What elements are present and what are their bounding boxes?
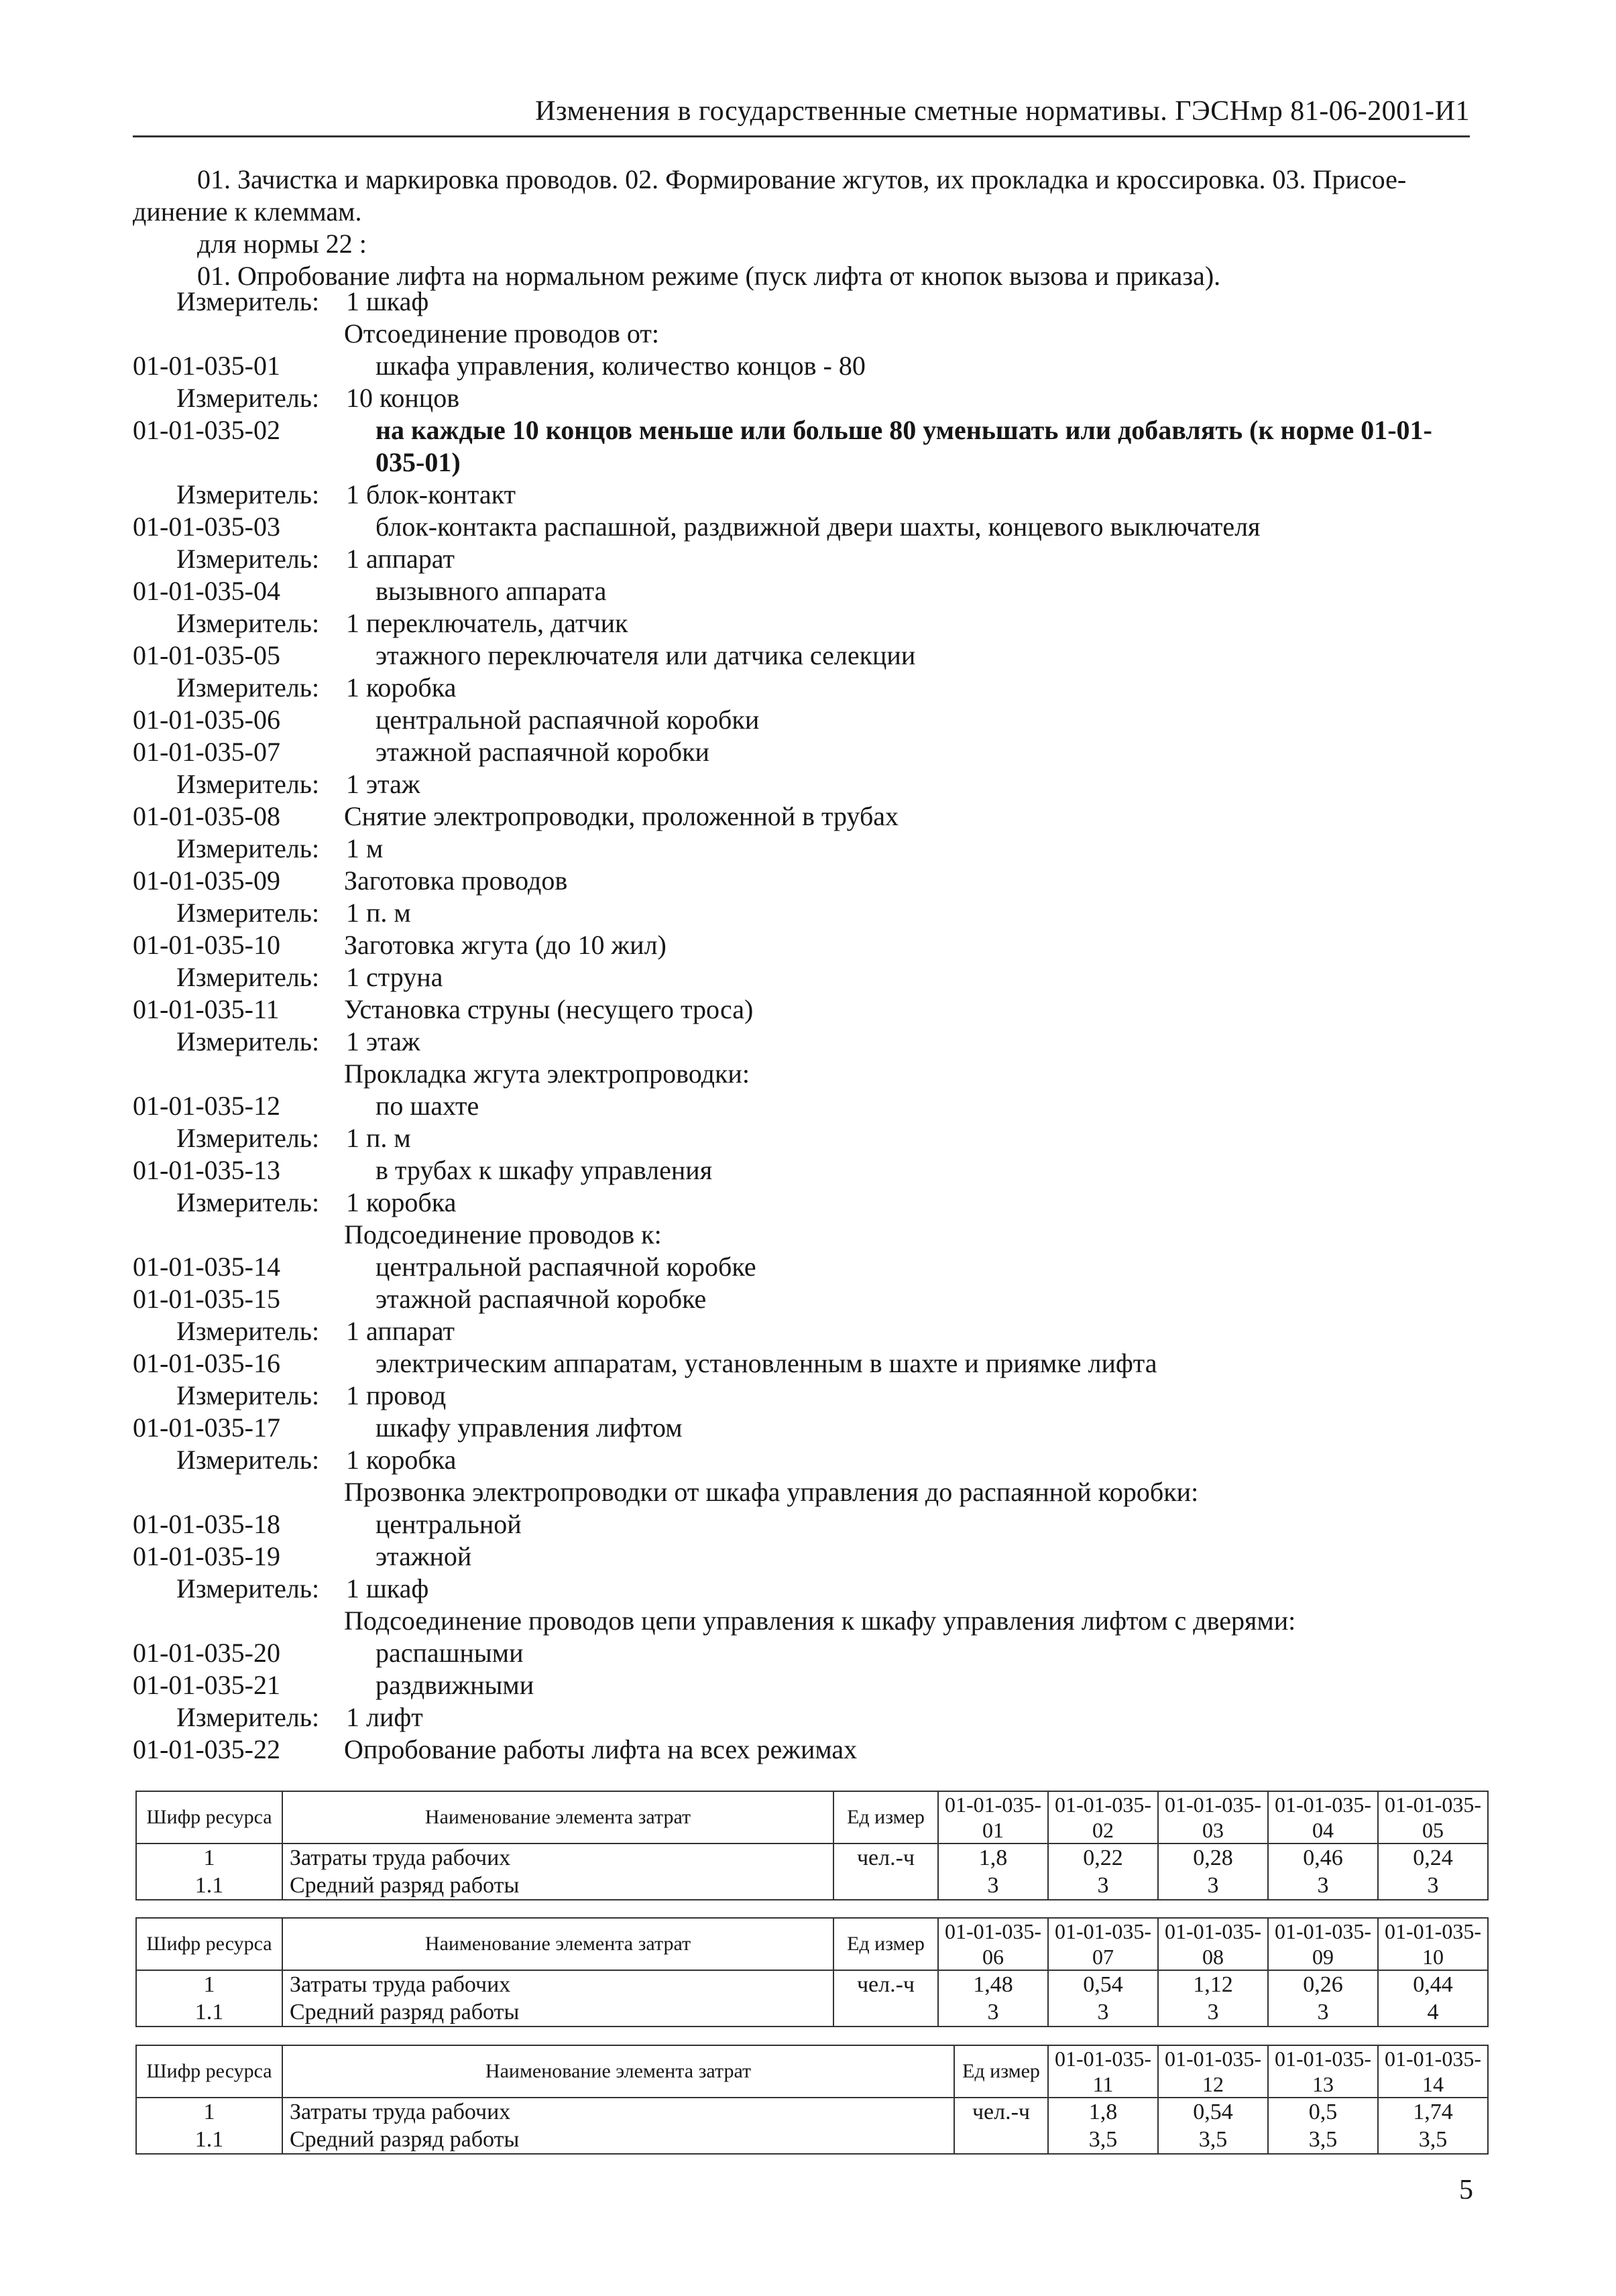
header-norm-code: 01-01-035-10: [1378, 1918, 1488, 1970]
measure-label: Измеритель:: [176, 286, 320, 316]
norm-row: [133, 929, 1474, 961]
measure-value: 1 м: [346, 833, 384, 863]
cost-element: Затраты труда рабочих: [282, 2098, 954, 2126]
table-header-row: [136, 1791, 1488, 1844]
norm-description: шкафу управления лифтом: [376, 1412, 683, 1443]
norm-code: 01-01-035-12: [133, 1091, 280, 1121]
norm-description: Установка струны (несущего троса): [344, 994, 754, 1024]
norm-row: [133, 640, 1474, 672]
table-row: [136, 1872, 1488, 1900]
measure-row: [133, 961, 1474, 993]
measure-label: Измеритель:: [176, 608, 320, 638]
header-norm-code: 01-01-035-07: [1048, 1918, 1158, 1970]
norm-code: 01-01-035-11: [133, 994, 280, 1024]
intro-line-2: для нормы 22 :: [197, 229, 367, 259]
resource-table: [135, 1917, 1489, 2027]
measure-value: 1 этаж: [346, 1026, 420, 1056]
value-cell: 3: [1158, 1998, 1268, 2027]
header-cost-element: Наименование элемента затрат: [282, 2045, 954, 2098]
value-cell: 4: [1378, 1998, 1488, 2027]
header-norm-code: 01-01-035-03: [1158, 1791, 1268, 1844]
page-header: [133, 91, 1470, 137]
norm-code: 01-01-035-17: [133, 1412, 280, 1443]
measure-label: Измеритель:: [176, 1187, 320, 1217]
cost-element: Средний разряд работы: [282, 1872, 833, 1900]
measure-value: 1 шкаф: [346, 1573, 429, 1604]
measure-row: [133, 1380, 1474, 1412]
measure-label: Измеритель:: [176, 769, 320, 799]
value-cell: 1,74: [1378, 2098, 1488, 2126]
cost-element: Средний разряд работы: [282, 2126, 954, 2154]
table-header-row: [136, 1918, 1488, 1970]
value-cell: 0,54: [1048, 1970, 1158, 1998]
norm-description: в трубах к шкафу управления: [376, 1155, 713, 1185]
norm-row: [133, 1154, 1474, 1187]
value-cell: 1,8: [1048, 2098, 1158, 2126]
norm-row: [133, 865, 1474, 897]
value-cell: 1,12: [1158, 1970, 1268, 1998]
norm-description: раздвижными: [376, 1670, 534, 1700]
cost-element: Затраты труда рабочих: [282, 1844, 833, 1872]
measure-row: [133, 286, 1474, 318]
header-norm-code: 01-01-035-06: [938, 1918, 1048, 1970]
group-heading-row: [133, 1058, 1474, 1090]
header-norm-code: 01-01-035-14: [1378, 2045, 1488, 2098]
norm-row: [133, 1251, 1474, 1283]
measure-row: [133, 672, 1474, 704]
norm-row: [133, 1669, 1474, 1701]
value-cell: 3: [938, 1998, 1048, 2027]
norm-description: по шахте: [376, 1091, 479, 1121]
table-row: [136, 1844, 1488, 1872]
norm-code: 01-01-035-20: [133, 1638, 280, 1668]
norm-row: [133, 1734, 1474, 1766]
group-heading: Прокладка жгута электропроводки:: [344, 1059, 750, 1089]
measure-label: Измеритель:: [176, 833, 320, 863]
header-resource-code: Шифр ресурса: [136, 2045, 282, 2098]
header-unit: Ед измер: [833, 1918, 938, 1970]
measure-label: Измеритель:: [176, 1702, 320, 1732]
measure-value: 1 коробка: [346, 1445, 457, 1475]
value-cell: 0,44: [1378, 1970, 1488, 1998]
norm-code: 01-01-035-19: [133, 1541, 280, 1571]
norm-description: центральной распаячной коробке: [376, 1252, 756, 1282]
norm-description: Заготовка проводов: [344, 865, 568, 896]
measure-value: 10 концов: [346, 383, 460, 413]
measure-value: 1 блок-контакт: [346, 479, 516, 509]
header-norm-code: 01-01-035-05: [1378, 1791, 1488, 1844]
measure-value: 1 лифт: [346, 1702, 423, 1732]
norm-row: [133, 511, 1474, 543]
value-cell: 0,22: [1048, 1844, 1158, 1872]
norm-row: [133, 1508, 1474, 1540]
norm-code: 01-01-035-13: [133, 1155, 280, 1185]
norm-row: [133, 1090, 1474, 1122]
group-heading: Отсоединение проводов от:: [344, 318, 659, 349]
header-resource-code: Шифр ресурса: [136, 1918, 282, 1970]
group-heading: Подсоединение проводов цепи управления к шкафу управления лифтом с дверями:: [344, 1606, 1296, 1636]
norm-row: [133, 800, 1474, 833]
norm-row: [133, 414, 1474, 479]
value-cell: 0,24: [1378, 1844, 1488, 1872]
unit: [833, 1872, 938, 1900]
measure-row: [133, 1315, 1474, 1347]
measure-row: [133, 1122, 1474, 1154]
group-heading-row: [133, 1219, 1474, 1251]
page-number: 5: [1459, 2175, 1473, 2206]
norm-row: [133, 704, 1474, 736]
value-cell: 0,5: [1268, 2098, 1378, 2126]
norm-description: шкафа управления, количество концов - 80: [376, 351, 866, 381]
resource-code: 1.1: [136, 1872, 282, 1900]
norm-row: [133, 1347, 1474, 1380]
norm-code: 01-01-035-22: [133, 1734, 280, 1764]
table-row: [136, 2098, 1488, 2126]
measure-value: 1 п. м: [346, 1123, 411, 1153]
table-row: [136, 2126, 1488, 2154]
measure-label: Измеритель:: [176, 544, 320, 574]
table-header-row: [136, 2045, 1488, 2098]
norm-code: 01-01-035-08: [133, 801, 280, 831]
resource-code: 1: [136, 2098, 282, 2126]
norm-row: [133, 736, 1474, 768]
norm-row: [133, 1412, 1474, 1444]
norm-code: 01-01-035-05: [133, 640, 280, 670]
norm-code: 01-01-035-06: [133, 705, 280, 735]
header-norm-code: 01-01-035-12: [1158, 2045, 1268, 2098]
value-cell: 0,54: [1158, 2098, 1268, 2126]
norm-code: 01-01-035-18: [133, 1509, 280, 1539]
norm-code: 01-01-035-03: [133, 511, 280, 542]
norm-code: 01-01-035-04: [133, 576, 280, 606]
header-cost-element: Наименование элемента затрат: [282, 1918, 833, 1970]
group-heading-row: [133, 318, 1474, 350]
value-cell: 3: [1048, 1872, 1158, 1900]
resource-table: [135, 1791, 1489, 1900]
value-cell: 0,46: [1268, 1844, 1378, 1872]
header-title: Изменения в государственные сметные нормативы. ГЭСНмр 81-06-2001-И1: [535, 96, 1470, 127]
norm-code: 01-01-035-16: [133, 1348, 280, 1378]
intro-text: [133, 164, 1470, 292]
measure-row: [133, 833, 1474, 865]
header-norm-code: 01-01-035-13: [1268, 2045, 1378, 2098]
header-norm-code: 01-01-035-04: [1268, 1791, 1378, 1844]
measure-value: 1 п. м: [346, 898, 411, 928]
header-unit: Ед измер: [833, 1791, 938, 1844]
norm-description: Снятие электропроводки, проложенной в трубах: [344, 801, 899, 831]
group-heading: Прозвонка электропроводки от шкафа управления до распаянной коробки:: [344, 1477, 1199, 1507]
group-heading-row: [133, 1605, 1474, 1637]
measure-row: [133, 382, 1474, 414]
norm-row: [133, 1637, 1474, 1669]
norm-description: электрическим аппаратам, установленным в шахте и приямке лифта: [376, 1348, 1157, 1378]
measure-value: 1 струна: [346, 962, 443, 992]
norm-code: 01-01-035-09: [133, 865, 280, 896]
norm-description: этажного переключателя или датчика селекции: [376, 640, 916, 670]
group-heading-row: [133, 1476, 1474, 1508]
norm-description: Заготовка жгута (до 10 жил): [344, 930, 667, 960]
measure-row: [133, 1187, 1474, 1219]
header-unit: Ед измер: [954, 2045, 1048, 2098]
norm-code: 01-01-035-07: [133, 737, 280, 767]
norm-description: центральной: [376, 1509, 522, 1539]
measure-row: [133, 479, 1474, 511]
measure-row: [133, 1026, 1474, 1058]
measure-label: Измеритель:: [176, 1316, 320, 1346]
unit: чел.-ч: [833, 1970, 938, 1998]
norm-code: 01-01-035-14: [133, 1252, 280, 1282]
value-cell: 1,8: [938, 1844, 1048, 1872]
header-resource-code: Шифр ресурса: [136, 1791, 282, 1844]
resource-table: [135, 2045, 1489, 2155]
measure-row: [133, 897, 1474, 929]
measure-label: Измеритель:: [176, 1380, 320, 1410]
value-cell: 3: [1048, 1998, 1158, 2027]
measure-label: Измеритель:: [176, 898, 320, 928]
value-cell: 1,48: [938, 1970, 1048, 1998]
group-heading: Подсоединение проводов к:: [344, 1219, 662, 1250]
unit: [954, 2126, 1048, 2154]
value-cell: 3: [1378, 1872, 1488, 1900]
measure-value: 1 коробка: [346, 1187, 457, 1217]
table-row: [136, 1998, 1488, 2027]
norm-row: [133, 1283, 1474, 1315]
norm-code: 01-01-035-15: [133, 1284, 280, 1314]
measure-label: Измеритель:: [176, 1573, 320, 1604]
header-norm-code: 01-01-035-01: [938, 1791, 1048, 1844]
norm-code: 01-01-035-21: [133, 1670, 280, 1700]
header-norm-code: 01-01-035-09: [1268, 1918, 1378, 1970]
measure-value: 1 аппарат: [346, 544, 455, 574]
measure-row: [133, 768, 1474, 800]
unit: чел.-ч: [833, 1844, 938, 1872]
measure-label: Измеритель:: [176, 1026, 320, 1056]
unit: чел.-ч: [954, 2098, 1048, 2126]
header-norm-code: 01-01-035-11: [1048, 2045, 1158, 2098]
value-cell: 0,28: [1158, 1844, 1268, 1872]
measure-value: 1 переключатель, датчик: [346, 608, 628, 638]
norm-description: Опробование работы лифта на всех режимах: [344, 1734, 858, 1764]
norm-code: 01-01-035-01: [133, 351, 280, 381]
norm-code: 01-01-035-02: [133, 415, 280, 445]
norm-description: на каждые 10 концов меньше или больше 80 уменьшать или добавлять (к норме 01-01-035-01): [376, 415, 1432, 477]
header-norm-code: 01-01-035-08: [1158, 1918, 1268, 1970]
measure-row: [133, 1573, 1474, 1605]
value-cell: 3: [1268, 1872, 1378, 1900]
norm-description: вызывного аппарата: [376, 576, 607, 606]
norm-row: [133, 1540, 1474, 1573]
resource-code: 1.1: [136, 2126, 282, 2154]
header-cost-element: Наименование элемента затрат: [282, 1791, 833, 1844]
value-cell: 3: [1158, 1872, 1268, 1900]
value-cell: 0,26: [1268, 1970, 1378, 1998]
value-cell: 3,5: [1158, 2126, 1268, 2154]
cost-element: Средний разряд работы: [282, 1998, 833, 2027]
measure-value: 1 этаж: [346, 769, 420, 799]
value-cell: 3,5: [1048, 2126, 1158, 2154]
table-row: [136, 1970, 1488, 1998]
measure-label: Измеритель:: [176, 1445, 320, 1475]
measure-label: Измеритель:: [176, 672, 320, 703]
resource-code: 1.1: [136, 1998, 282, 2027]
measure-label: Измеритель:: [176, 383, 320, 413]
norm-row: [133, 575, 1474, 607]
norms-list: [133, 286, 1474, 1766]
measure-label: Измеритель:: [176, 1123, 320, 1153]
norm-row: [133, 350, 1474, 382]
norm-description: блок-контакта распашной, раздвижной двери шахты, концевого выключателя: [376, 511, 1261, 542]
norm-description: центральной распаячной коробки: [376, 705, 760, 735]
measure-row: [133, 1444, 1474, 1476]
unit: [833, 1998, 938, 2027]
intro-line-1: 01. Зачистка и маркировка проводов. 02. Формирование жгутов, их прокладка и кроссировка. 03. Присоединение к клеммам.: [133, 164, 1407, 227]
intro-line-3: 01. Опробование лифта на нормальном режиме (пуск лифта от кнопок вызова и приказа).: [197, 261, 1221, 291]
norm-row: [133, 993, 1474, 1026]
norm-description: распашными: [376, 1638, 524, 1668]
header-norm-code: 01-01-035-02: [1048, 1791, 1158, 1844]
measure-value: 1 коробка: [346, 672, 457, 703]
cost-element: Затраты труда рабочих: [282, 1970, 833, 1998]
norm-code: 01-01-035-10: [133, 930, 280, 960]
norm-description: этажной: [376, 1541, 472, 1571]
value-cell: 3: [938, 1872, 1048, 1900]
measure-row: [133, 1701, 1474, 1734]
measure-value: 1 провод: [346, 1380, 447, 1410]
measure-label: Измеритель:: [176, 479, 320, 509]
value-cell: 3: [1268, 1998, 1378, 2027]
measure-value: 1 шкаф: [346, 286, 429, 316]
resource-code: 1: [136, 1970, 282, 1998]
measure-row: [133, 607, 1474, 640]
norm-description: этажной распаячной коробке: [376, 1284, 707, 1314]
value-cell: 3,5: [1268, 2126, 1378, 2154]
measure-label: Измеритель:: [176, 962, 320, 992]
norm-description: этажной распаячной коробки: [376, 737, 709, 767]
value-cell: 3,5: [1378, 2126, 1488, 2154]
resource-code: 1: [136, 1844, 282, 1872]
measure-value: 1 аппарат: [346, 1316, 455, 1346]
measure-row: [133, 543, 1474, 575]
